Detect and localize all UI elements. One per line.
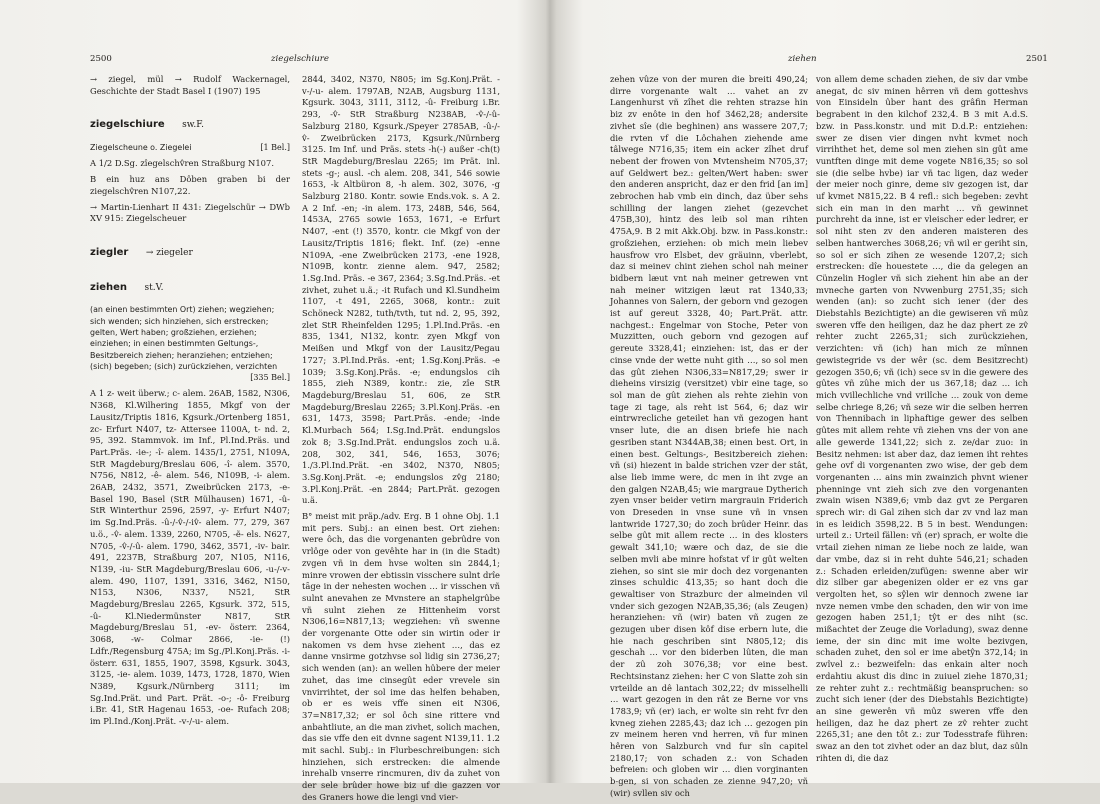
lemma-ziehen: ziehen — [90, 281, 128, 293]
entry-section-a: A 1/2 D.Sg. zîegelschv̂ren Straßburg N107. — [90, 158, 274, 169]
grammar-label: sw.F. — [182, 120, 204, 131]
belege-count: [1 Bel.] — [260, 143, 290, 153]
right-column-2 — [816, 74, 1028, 764]
page-number: 2500 — [90, 54, 112, 64]
right-column-1 — [610, 74, 808, 798]
cross-reference: → ziegeler — [145, 247, 193, 258]
entry-heading — [90, 247, 290, 260]
right-page — [552, 0, 1100, 798]
intro-paragraph: → ziegel, mül → Rudolf Wackernagel, Geschichte der Stadt Basel I (1907) 195 — [90, 74, 290, 96]
entry-section-a: A 1 z- weit überw.; c- alem. 26AB, 1582, N306, N368, Kl.Wilhering 1855, Mkgf von der Lausitz/Triptis 1816, Kgsurk./Ortenberg 1851, zc- Erfurt N407, tz- Attersee 1100A, t- nd. 2, 95, 392. Stammvok. im Inf., Pl.Ind.Präs. und Part.Präs. -ie-; -î- alem. 1435/1, 2751, N109A, StR Magdeburg/Breslau 606, -î- alem. 3570, N756, N812, -ê- alem. 546, N109B, -i- alem. 26AB, 2432, 3571, Zweibrücken 2173, -e- Basel 190, Basel (StR Mülhausen) 1671, -û- StR Winterthur 2596, 2597, -y- Erfurt N407; im Sg.Ind.Präs. -û-/-v̂-/-iv̂- alem. 77, 279, 367 u.ö., -v̂- alem. 1339, 2260, N705, -ẽ- els. N627, N705, -v̂-/-û- alem. 1790, 3462, 3571, -iv- bair. 491, 2237B, Straßburg 207, N105, N116, N139, -iu- StR Magdeburg/Breslau 606, -u-/-v- alem. 490, 1107, 1391, 3316, 3462, N150, N153, N306, N337, N521, StR Magdeburg/Breslau 2265, Kgsurk. 372, 515, -û- Kl.Niedermünster N817, StR Magdeburg/Breslau 51, -ev- österr. 2364, 3068, -w- Colmar 2866, -ie- (!) Ldfr./Regensburg 475A; im Sg./Pl.Konj.Präs. -i- österr. 631, 1855, 1907, 3598, Kgsurk. 3043, 3125, -ie- alem. 1039, 1473, 1728, 1870, Wien N389, Kgsurk./Nürnberg 3111; im Sg.Ind.Prät. und Part. Prät. -o-; -ô- Freiburg i.Br. 41, StR Hagenau 1653, -oe- Rufach 208; im Pl.Ind./Konj.Prät. -v-/-u- alem. — [90, 388, 290, 727]
lemma-ziegler: ziegler — [90, 246, 129, 258]
grammar-label: st.V. — [144, 282, 164, 293]
running-head: ziehen — [788, 54, 817, 64]
page-number: 2501 — [1026, 54, 1048, 64]
entry-paragraph: 2844, 3402, N370, N805; im Sg.Konj.Prät. -v-/-u- alem. 1797AB, N2AB, Augsburg 1131, Kgsurk. 3043, 3111, 3112, -û- Freiburg i.Br. 293, -v̂- StR Straßburg N238AB, -v̂-/-û- Salzburg 2180, Kgsurk./Speyer 2785AB, -û-/-v̂- Zweibrücken 2173, Kgsurk./Nürnberg 3125. Im Inf. und Präs. stets -h(-) außer -ch(t) StR Magdeburg/Breslau 2265; im Prät. inl. stets -g-; ausl. -ch alem. 208, 341, 546 sowie 1653, -k Altbüron 8, -h alem. 302, 3076, -g Salzburg 2180. Kontr. sowie Ends.vok. s. A 2. A 2 Inf. -en; -in alem. 173, 248B, 546, 564, 1453A, 2765 sowie 1653, 1671, -e Erfurt N407, -ent (!) 3570, kontr. cie Mkgf von der Lausitz/Triptis 1816; flekt. Inf. (ze) -enne N109A, -ene Zweibrücken 2173, -ene 1928, N109B, kontr. zienne alem. 947, 2582; 1.Sg.Ind. Präs. -e 367, 2364; 3.Sg.Ind.Präs. -et zivhet, zuhet u.ä.; -it Rufach und Kl.Sundheim 1107, -t 491, 2265, 3068, kontr.: zuit Schöneck N282, tuth/tvth, tut nd. 2, 95, 392, zlet StR Rheinfelden 1295; 1.Pl.Ind.Präs. -en 835, 1341, N132, kontr. zyen Mkgf von Meißen und Mkgf von der Lausitz/Pegau 1727; 3.Pl.Ind.Präs. -ent; 1.Sg.Konj.Präs. -e 1039; 3.Sg.Konj.Präs. -e; endungslos cih 1855, zieh N389, kontr.: zie, zîe StR Magdeburg/Breslau 51, 606, ze StR Magdeburg/Breslau 2265; 3.Pl.Konj.Präs. -en 631, 1473, 3598; Part.Präs. -ende; -inde Kl.Murbach 564; I.Sg.Ind.Prät. endungslos zok 8; 3.Sg.Ind.Prät. endungslos zoch u.ä. 208, 302, 341, 546, 1653, 3076; 1./3.Pl.Ind.Prät. -en 3402, N370, N805; 3.Sg.Konj.Prät. -e; endungslos zv̂g 2180; 3.Pl.Konj.Prät. -en 2844; Part.Prät. gezogen u.ä. — [302, 74, 500, 506]
left-column-2 — [302, 74, 500, 802]
running-head: ziegelschiure — [271, 54, 329, 64]
definition — [90, 304, 290, 383]
left-column-1 — [90, 74, 290, 764]
definition — [90, 142, 290, 153]
entry-heading — [90, 282, 290, 295]
entry-paragraph: von allem deme schaden ziehen, de siv dar vmbe anegat, dc siv minen hêrren vñ dem gotteshvs von Einsideln ûber hant des grâfin Herman begrabent in den kilchof 232,4. B 3 mit A.d.S. bzw. in Pass.konstr. und mit D.d.P.: entziehen: swer ze disen vier dingen nvht kvmet noch virrihthet het, deme sol men ziehen sin gût ame vuntften dinge mit deme vogete N816,35; so sol sie (die selbe hvbe) iar vñ tac ligen, daz weder der meier noch ginre, deme siv gezogen ist, dar uf kvmet N815,22. B 4 refl.: sich begeben: zevht sich ein man in den marht … vñ gewinnet purchreht da inne, ist er vleischer eder ledrer, er sol niht sten zv den anderen maisteren des selben hantwerches 3068,26; vñ wil er geriht sin, so sol er sich zihen ze wesende 1207,2; sich erstrecken: dîe houestete …, die da gelegen an Cünzelin Hogler vñ sich ziehent hin abe an der mvneche garten von Nvwenburg 2751,35; sich wenden (an): so zucht sich iener (der des Diebstahls Bezichtigte) an die gewiseren vñ mûz sweren vffe den heiligen, daz he daz phert ze zv̂ rehter zucht 2265,31; sich zurückziehen, verzichten: vñ (ich) han mich ze mînnen gewistegride vs der wêr (sc. dem Besitzrecht) gezogen 350,6; vñ (ich) sece sv in die gewere des gûtes vñ zûhe mich der us 367,18; daz … ich mich vvillechliche vnd vrilîche … zouk von deme selbe chriege 8,26; vñ seze wir die selben herren von Thennibach in liphaftige gewer des selben gûtes mit allem rehte vñ ziehen vns der von ane alle gewerde 1341,22; sich z. ze/dar zuo: in Besitz nehmen: ist aber daz, daz iemen iht rehtes gehe ovf di vorgenanten zwo wise, der geb dem vorgenanten … ains min zwainzich phvnt wiener phenninge vnt zieh sich zve den vorgenanten zwain wisen N389,6; vmb daz gvt ze Pergaren sprech wir: di Gal zihen sich dar zv vnd laz man in es leidich 3598,22. B 5 in best. Wendungen: urteil z.: Urteil fällen: vñ (er) sprach, er wolte die vrtail ziehen niman ze liebe noch ze laide, wan dar vmbe, daz si in reht duhte 546,21; schaden z.: Schaden erleiden/zufügen: swenne aber wir diz silber gar abegenizen older er ez vns gar vergolten het, so sŷlen wir dennoch zwene iar nvze nemen vmbe den schaden, den wir von ime gezogen haben 251,1; tŷt er des niht (sc. mißachtet der Zeuge die Vorladung), swaz denne ieme, der sin dinc mit ime wolte bezivgen, schaden zuhet, den sol er ime abetŷn 372,14; in zwîvel z.: bezweifeln: das enkain alter noch erdahtiu akust dis dinc in zuiuel ziehe 1870,31; ze rehter zuht z.: rechtmäßig beanspruchen: so zucht sich iener (der des Diebstahls Bezichtigte) an sine gewerên vñ mûz sweren vffe den heiligen, daz he daz phert ze zv̂ rehter zucht 2265,31; ane den tôt z.: zur Todesstrafe führen: swaz an den tot zivhet oder an daz blut, daz sûln rihten di, die daz — [816, 74, 1028, 763]
entry-heading — [90, 119, 290, 132]
entry-paragraph: zehen vûze von der muren die breiti 490,24; dirre vorgenante walt … vahet an zv Langenhurst vñ zîhet die rehten strazse hin biz zv enôte in den hof 3462,28; andersite zivhet sîe (die beghinen) ans wassere 207,7; die rvten vf die Lôchahen ziehende ame tâlwege N716,35; item ein acker zîhet druf nebent der frowen von Mvtensheim N705,37; auf Geldwert bez.: gelten/Wert haben: swer den anderen anspricht, daz er den frid [an im] zebrochen hab vmb ein dinch, daz über sehs schilling der langen ziehet (gezevchet 475B,30), hintz des leib sol man rihten 475A,9. B 2 mit Akk.Obj. bzw. in Pass.konstr.: großziehen, erziehen: ob mich mein liebev hausfrow vro Elsbet, dev gräuinn, vberlebt, daz si meinev chint ziehen schol nah meiner bidbern læut vnt nah meiner getrewen vnt nah meiner witzigen læut rat 1340,33; Johannes von Salern, der geborn vnd gezogen ist auf gereut 3328, 40; Part.Prät. attr. nachgest.: Engelmar von Stoche, Peter von Muzzitten, ouch geborn vnd gezogen auf gereute 3328,41; einziehen: ist, das er der cinse vnde der wette nuht gith …, so sol men das gût ziehen N306,33=N817,29; swer ir dieheins virsizig (versitzet) vbir eine tage, so sol man de gût ziehen als rehte ziehin von tage zi tage, als reht ist 564, 6; daz wir eintrwrecliche geteilet han vñ gezogen hant vnser lute, die an disen briefe hie nach gesriben stant N344AB,38; einen best. Ort, in einen best. Geltungs-, Besitzbereich ziehen: vñ (si) hiezent in balde strichen vzer der stât, alse lieb imme were, dc men in iht zvge an den galgen N2AB,45; wie margraue Dytherich zyen vnser beider vetirn margrauin Friderich von Dreseden in vnse sune vñ in vnsen lantwride 1727,30; do zoch brûder Heinr. das selbe gût mit allem recte … in des klosters gewalt 341,10; wære och daz, de sie die selben mvli abe minre hofstat vf ir gût welten ziehen, so sint sie mir doch dez vorgenanten zinses schuldic 413,35; so hant doch die gewaltiser von Strazburc der almeinden vil vnder sich gezogen N2AB,35,36; (als Zeugen) heranziehen: vñ (wir) baten vñ zugen ze gezugen uber disen kôf dise erbern lute, die hie nach geschriben sint N805,12; dis geschah … vor den biderben lûten, die man der zû zoh 3076,38; vor eine best. Rechtsinstanz ziehen: her C von Slatte zoh sin vrteilde an dê lantach 302,22; dv misselhelli … wart gezogen in den rât ze Berne vor vns 1783,9; vñ (er) iach, er wolte sin reht fvr den kvneg ziehen 2285,43; daz ich … gezogen pin zv meinem heren vnd herren, vñ fur minen hêren von Salzburch vnd fur sîn capitel 2180,17; von schaden z.: von Schaden befreien: och globen wir … dien vorginanten b-gen, si von schaden ze zienne 947,20; vñ (wir) svllen siv och — [610, 74, 808, 798]
entry-paragraph: B° meist mit präp./adv. Erg. B 1 ohne Obj. 1.1 mit pers. Subj.: an einen best. Ort ziehen: were ôch, das die vorgenanten gebrûdre von vrlôge oder von gevêhte har in (in die Stadt) zvgen vñ in dem hvse wolten sin 2844,1; minre vrowen der ebtissin visschere sulnt drîe tȃge in der nehesten wochen … ir visschen vñ sulnt anevahen ze Mvnstere an staphelgrûbe vñ sulnt ziehen ze Hittenheim vorst N306,16=N817,13; wegziehen: vñ swenne der vorgenante Otte oder sin wirtin oder ir nakomen vs dem hvse ziehent …, das ez danne vnsirme gotzhvse sol lidig sin 2736,27; sich wenden (an): an wellen hûbere der meier zuhet, das ime cinsegût eder vrevele sin vnvirrihtet, der sol ime das helfen behaben, ob er es weis vffe sinen eit N306, 37=N817,32; er sol ôch sine rittere vnd anbahtliute, an die man zivhet, solich machen, das sie vffe den eit dvnne sagent N139,11. 1.2 mit sachl. Subj.: in Flurbeschreibungen: sich hinziehen, sich erstrecken: die almende inrehalb vnserre rincmuren, div da zuhet von der sele brûder howe biz uf die gazzen vor des Graners howe die lengi vnd vier- — [302, 511, 500, 802]
entry-section-b: B ein huz ans Dôben graben bi der ziegelschv̂ren N107,22. — [90, 174, 290, 196]
definition-text: Ziegelscheune o. Ziegelei — [90, 143, 192, 153]
definition-text: (an einen bestimmten Ort) ziehen; wegziehen; sich wenden; sich hinziehen, sich erstrecken; gelten, Wert haben; großziehen, erziehen; einziehen; in einen bestimmten Geltungs-, Besitzbereich ziehen; heranziehen; entziehen; (sich) begeben; (sich) zurückziehen, verzichten — [90, 305, 278, 371]
cross-reference: → Martin-Lienhart II 431: Ziegelschür → DWb XV 915: Ziegelscheuer — [90, 201, 290, 224]
belege-count: [335 Bel.] — [250, 373, 290, 383]
lemma-ziegelschiure: ziegelschiure — [90, 119, 165, 131]
left-page — [0, 0, 548, 802]
